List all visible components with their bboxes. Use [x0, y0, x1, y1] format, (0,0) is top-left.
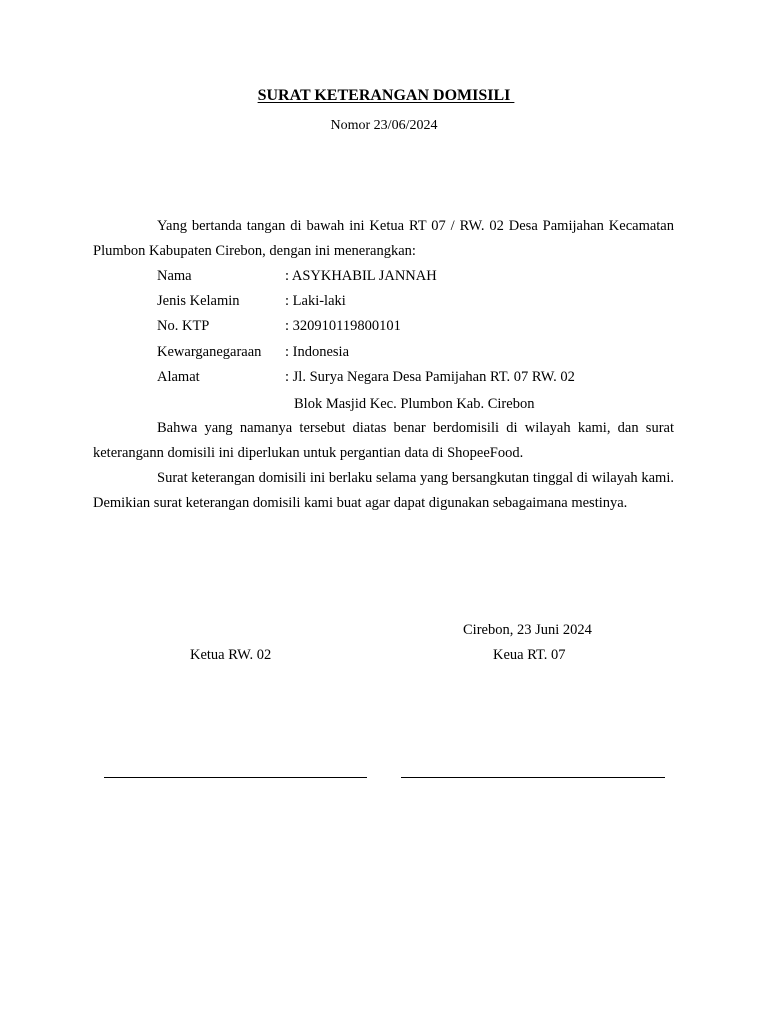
field-label: Nama	[157, 268, 192, 284]
field-row-kewarganegaraan	[157, 340, 349, 365]
field-value: : Jl. Surya Negara Desa Pamijahan RT. 07 RW. 02	[285, 369, 575, 385]
field-value: : Indonesia	[285, 344, 350, 360]
field-value: : ASYKHABIL JANNAH	[285, 268, 437, 284]
field-label: Kewarganegaraan	[157, 344, 262, 360]
document-title: SURAT KETERANGAN DOMISILI	[257, 87, 515, 104]
address-continued: Blok Masjid Kec. Plumbon Kab. Cirebon	[294, 396, 535, 412]
signature-line-right	[401, 777, 665, 778]
intro-paragraph: Yang bertanda tangan di bawah ini Ketua RT 07 / RW. 02 Desa Pamijahan Kecamatan Plumbon Kabupaten Cirebon, dengan ini menerangkan:	[93, 218, 674, 259]
closing-paragraph: Surat keterangan domisili ini berlaku selama yang bersangkutan tinggal di wilayah kami. Demikian surat keterangan domisili kami buat agar dapat digunakan sebagaimana mestinya.	[93, 470, 674, 511]
field-row-no-ktp	[157, 314, 401, 339]
field-label: No. KTP	[157, 318, 210, 334]
field-row-alamat	[157, 365, 575, 390]
signature-line-left	[104, 777, 367, 778]
field-row-jenis-kelamin	[157, 289, 346, 314]
field-label: Jenis Kelamin	[157, 293, 240, 309]
signer-right-title: Keua RT. 07	[493, 647, 566, 663]
field-value: : Laki-laki	[285, 293, 346, 309]
statement-paragraph: Bahwa yang namanya tersebut diatas benar berdomisili di wilayah kami, dan surat keterangann domisili ini diperlukan untuk pergantian data di ShopeeFood.	[93, 420, 674, 461]
field-label: Alamat	[157, 369, 200, 385]
document-number: Nomor 23/06/2024	[330, 118, 438, 133]
place-date: Cirebon, 23 Juni 2024	[463, 622, 592, 638]
field-row-nama	[157, 264, 437, 289]
field-value: : 320910119800101	[285, 318, 401, 334]
signer-left-title: Ketua RW. 02	[190, 647, 272, 663]
